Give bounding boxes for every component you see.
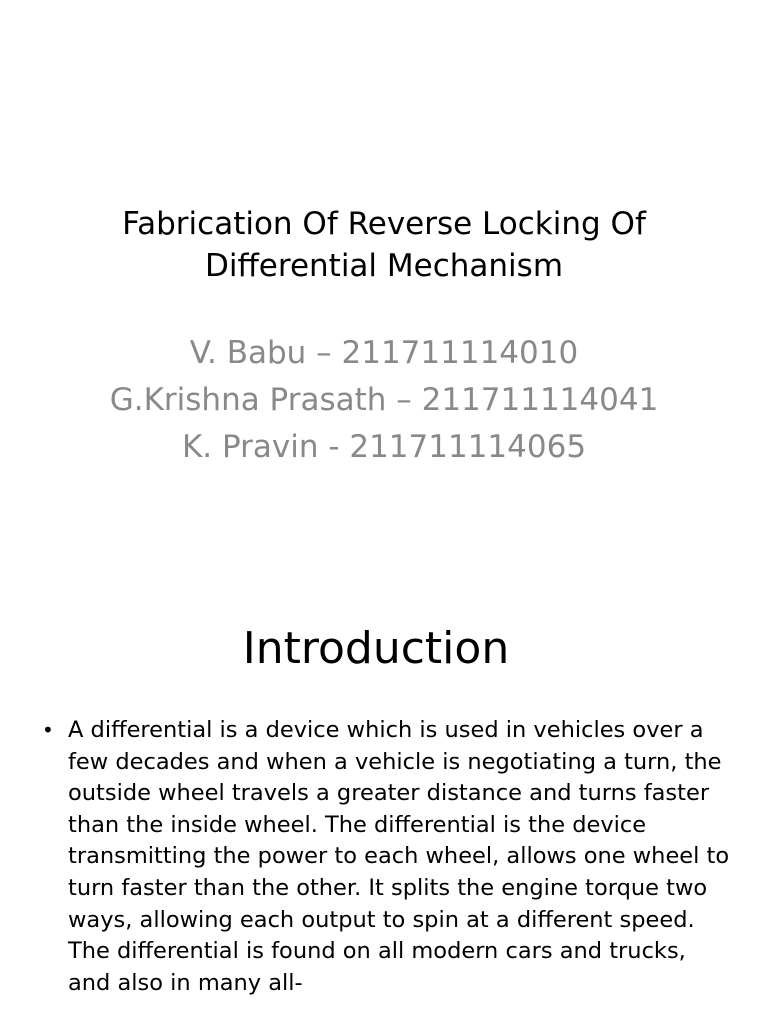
introduction-slide <box>0 576 768 1024</box>
bullet-icon: • <box>42 718 54 742</box>
bullet-item <box>40 715 730 999</box>
bullet-text: A differential is a device which is used in vehicles over a few decades and when a vehicle is negotiating a turn, the outside wheel travels a greater distance and turns faster than the inside wheel. The differential is the device transmitting the power to each wheel, allows one wheel to turn faster than the other. It splits the engine torque two ways, allowing each output to spin at a different speed. The differential is found on all modern cars and trucks, and also in many all- <box>68 717 730 996</box>
author-line: G.Krishna Prasath – 211711114041 <box>109 382 659 418</box>
bullet-list <box>40 715 730 999</box>
author-list <box>40 333 728 474</box>
slide-heading: Introduction <box>242 623 510 674</box>
author-line: K. Pravin - 211711114065 <box>181 429 587 465</box>
presentation-title: Fabrication Of Reverse Locking Of Differential Mechanism <box>122 206 646 284</box>
author-line: V. Babu – 211711114010 <box>189 335 579 371</box>
